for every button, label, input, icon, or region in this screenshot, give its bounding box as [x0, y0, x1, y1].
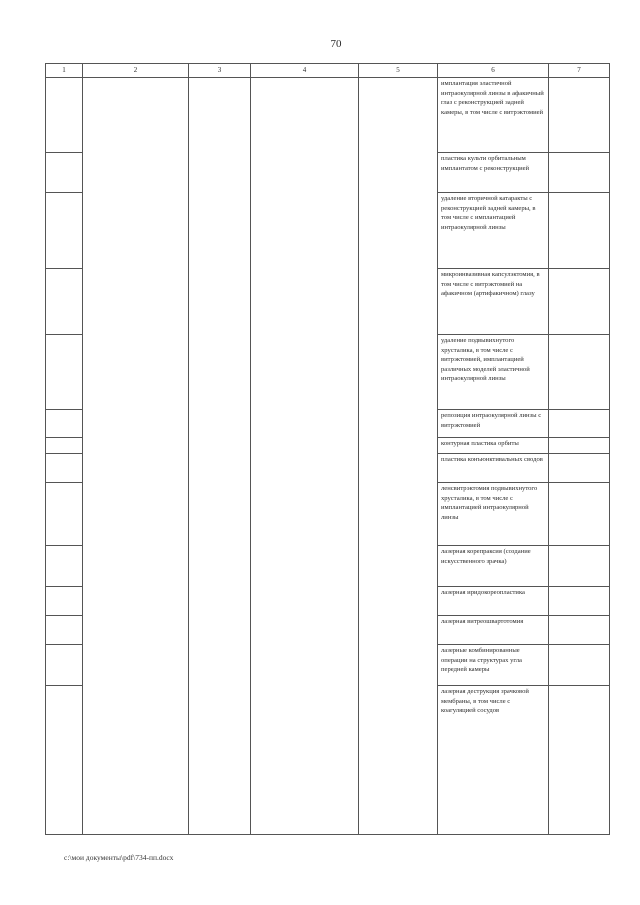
table-cell	[549, 587, 610, 616]
table-cell	[549, 454, 610, 483]
procedure-cell: удаление подвывихнутого хрусталика, в том числе с витрэктомией, имплантацией различных моделей эластичной интраокулярной линзы	[438, 335, 549, 410]
procedure-cell: лазерные комбинированные операции на структурах угла передней камеры	[438, 645, 549, 686]
table-cell	[46, 153, 83, 193]
table-cell	[46, 438, 83, 454]
column-header: 7	[549, 64, 610, 78]
procedure-cell: контурная пластика орбиты	[438, 438, 549, 454]
table-header-row	[46, 64, 610, 78]
procedures-table	[45, 63, 610, 835]
table-cell	[549, 483, 610, 546]
table-cell	[46, 193, 83, 269]
table-cell	[549, 410, 610, 438]
procedure-cell: лазерная витреошвартотомия	[438, 616, 549, 645]
column-header: 3	[189, 64, 251, 78]
column-header: 5	[359, 64, 438, 78]
table-cell	[46, 335, 83, 410]
procedure-cell: имплантация эластичной интраокулярной линзы в афакичный глаз с реконструкцией задней камеры, в том числе с витрэктомией	[438, 78, 549, 153]
page-number: 70	[330, 38, 342, 50]
table-cell	[549, 546, 610, 587]
table-cell	[189, 78, 251, 835]
table-row	[46, 78, 610, 153]
table-cell	[46, 454, 83, 483]
table-cell	[46, 483, 83, 546]
procedure-cell: лазерная корепраксия (создание искусственного зрачка)	[438, 546, 549, 587]
table-cell	[46, 616, 83, 645]
table-cell	[549, 153, 610, 193]
column-header: 1	[46, 64, 83, 78]
table-cell	[46, 546, 83, 587]
procedure-cell: репозиция интраокулярной линзы с витрэктомией	[438, 410, 549, 438]
file-path-footer: c:\мои документы\pdf\734-пп.docx	[64, 853, 174, 862]
table-cell	[46, 269, 83, 335]
table-cell	[549, 616, 610, 645]
table-cell	[251, 78, 359, 835]
table-cell	[46, 645, 83, 686]
procedure-cell: пластика конъюнктивальных сводов	[438, 454, 549, 483]
procedure-cell: лазерная иридокореопластика	[438, 587, 549, 616]
column-header: 4	[251, 64, 359, 78]
column-header: 2	[83, 64, 189, 78]
table-cell	[359, 78, 438, 835]
table-cell	[549, 78, 610, 153]
table-cell	[549, 686, 610, 835]
procedure-cell: пластика культи орбитальным имплантатом с реконструкцией	[438, 153, 549, 193]
table-cell	[46, 587, 83, 616]
procedure-cell: лазерная деструкция зрачковой мембраны, в том числе с коагуляцией сосудов	[438, 686, 549, 835]
column-header: 6	[438, 64, 549, 78]
procedure-cell: удаление вторичной катаракты с реконструкцией задней камеры, в том числе с имплантацией интраокулярной линзы	[438, 193, 549, 269]
table-cell	[549, 645, 610, 686]
table-cell	[549, 335, 610, 410]
procedure-cell: микроинвазивная капсулэктомия, в том числе с витрэктомией на афакичном (артифакичном) глазу	[438, 269, 549, 335]
table-cell	[46, 78, 83, 153]
table-cell	[46, 410, 83, 438]
table-cell	[549, 193, 610, 269]
table-cell	[549, 438, 610, 454]
table-cell	[83, 78, 189, 835]
table-cell	[46, 686, 83, 835]
procedure-cell: ленсвитрэктомия подвывихнутого хрусталика, в том числе с имплантацией интраокулярной линзы	[438, 483, 549, 546]
table-cell	[549, 269, 610, 335]
